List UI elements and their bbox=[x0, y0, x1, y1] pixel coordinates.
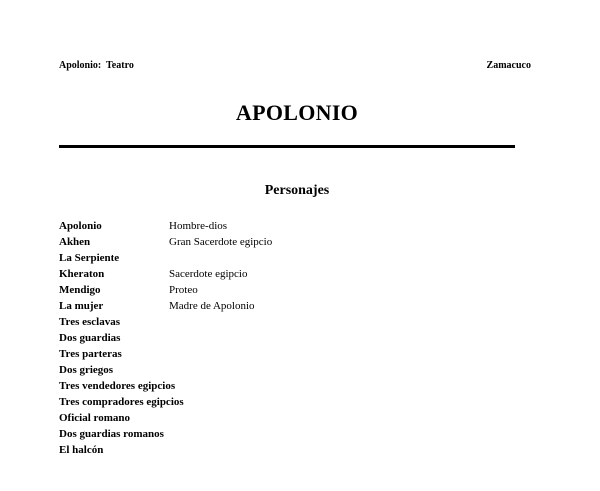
character-name: Mendigo bbox=[59, 284, 101, 296]
cast-row bbox=[59, 250, 539, 266]
character-name: Tres vendedores egipcios bbox=[59, 380, 176, 392]
character-name: La Serpiente bbox=[59, 252, 120, 264]
cast-row bbox=[59, 426, 539, 442]
character-role: Sacerdote egipcio bbox=[169, 268, 248, 280]
cast-row bbox=[59, 330, 539, 346]
cast-row bbox=[59, 218, 539, 234]
document-title: APOLONIO bbox=[235, 100, 359, 125]
character-name: Tres compradores egipcios bbox=[59, 396, 184, 408]
cast-row bbox=[59, 266, 539, 282]
character-name: La mujer bbox=[59, 300, 104, 312]
character-name: Dos guardias romanos bbox=[59, 428, 164, 440]
cast-list bbox=[59, 218, 539, 458]
character-name: Akhen bbox=[59, 236, 91, 248]
character-name: Dos guardias bbox=[59, 332, 121, 344]
character-role: Hombre-dios bbox=[169, 220, 228, 232]
cast-row bbox=[59, 394, 539, 410]
running-header-right: Zamacuco bbox=[486, 60, 531, 71]
cast-row bbox=[59, 282, 539, 298]
cast-row bbox=[59, 442, 539, 458]
character-name: Kheraton bbox=[59, 268, 105, 280]
cast-row bbox=[59, 362, 539, 378]
title-divider bbox=[59, 145, 515, 148]
cast-row bbox=[59, 410, 539, 426]
section-heading-personajes: Personajes bbox=[264, 183, 330, 198]
cast-row bbox=[59, 298, 539, 314]
character-name: Dos griegos bbox=[59, 364, 114, 376]
cast-row bbox=[59, 234, 539, 250]
running-header-left: Apolonio: Teatro bbox=[59, 60, 134, 71]
character-name: Apolonio bbox=[59, 220, 102, 232]
character-name: Tres parteras bbox=[59, 348, 122, 360]
cast-row bbox=[59, 314, 539, 330]
character-role: Proteo bbox=[169, 284, 198, 296]
character-name: El halcón bbox=[59, 444, 104, 456]
character-name: Tres esclavas bbox=[59, 316, 120, 328]
character-role: Gran Sacerdote egipcio bbox=[169, 236, 273, 248]
cast-row bbox=[59, 378, 539, 394]
character-name: Oficial romano bbox=[59, 412, 130, 424]
cast-row bbox=[59, 346, 539, 362]
character-role: Madre de Apolonio bbox=[169, 300, 255, 312]
